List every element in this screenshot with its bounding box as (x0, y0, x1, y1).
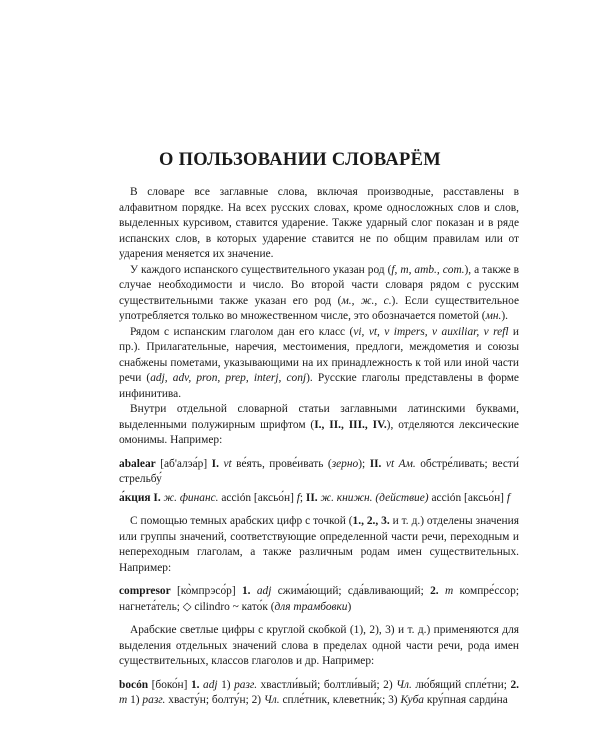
example-entry-bocon: bocón [боко́н] 1. adj 1) разг. хвастли́вый; болтли́вый; 2) Чл. лю́бящий спле́тни; 2. m 1) разг. хвасту́н; болту́н; 2) Чл. спле́тник, клеветни́к; 3) Куба кру́пная сарди́на (119, 678, 519, 706)
paragraph-1: В словаре все заглавные слова, включая производные, расставлены в алфавитном порядке. На всех русских словах, кроме односложных слов и слов, выделенных курсивом, ставится ударение. Также ударный слог показан и в ряде испанских слов, в которых ударение ставится не по общим правилам или от ударения меняется их значение. (119, 186, 519, 260)
example-entry-abalear: abalear [аб'алэа́р] I. vt ве́ять, прове́ивать (зерно); II. vt Ам. обстре́ливать; вести́ стрельбу́ (119, 457, 519, 485)
paragraph-5: С помощью темных арабских цифр с точкой (1., 2., 3. и т. д.) отделены значения или группы значений, соответствующие определенной части речи, переходным и непереходным глаголам, а также различным родам имен существительных. Например: (119, 515, 519, 574)
page-title: О ПОЛЬЗОВАНИИ СЛОВАРЁМ (159, 150, 441, 170)
example-entry-akciya: а́кция I. ж. финанс. acción [аксьо́н] f; II. ж. книжн. (действие) acción [аксьо́н] f (119, 491, 510, 504)
paragraph-2: У каждого испанского существительного указан род (f, m, amb., com.), а также в случае необходимости и число. Во второй части словаря рядом с русским существительными также указан его род (м., ж., с.). Если существительное употребляется только во множественном числе, это обозначается пометой (мн.). (119, 263, 519, 322)
paragraph-3: Рядом с испанским глаголом дан его класс (vi, vt, v impers, v auxiliar, v refl и пр.). Прилагательные, наречия, местоимения, предлоги, междометия и союзы снабжены пометами, указывающими на их принадлежность к той или иной части речи (adj, adv, pron, prep, interj, conj). Русские глаголы представлены в форме инфинитива. (119, 325, 520, 400)
page-body (119, 185, 519, 709)
paragraph-6: Арабские светлые цифры с круглой скобкой (1), 2), 3) и т. д.) применяются для выделения отдельных значений слова в пределах одной части речи, рода имен существительных, классов глаголов и др. Например: (119, 624, 519, 667)
example-entry-compresor: compresor [ко̀мпрэсо́р] 1. adj сжима́ющий; сда́вливающий; 2. m компре́ссор; нагнета́тель; ◇ cilindro ~ като́к (для трамбовки) (119, 585, 519, 613)
paragraph-4: Внутри отдельной словарной статьи заглавными латинскими буквами, выделенными полужирным шрифтом (I., II., III., IV.), отделяются лексические омонимы. Например: (119, 403, 519, 446)
